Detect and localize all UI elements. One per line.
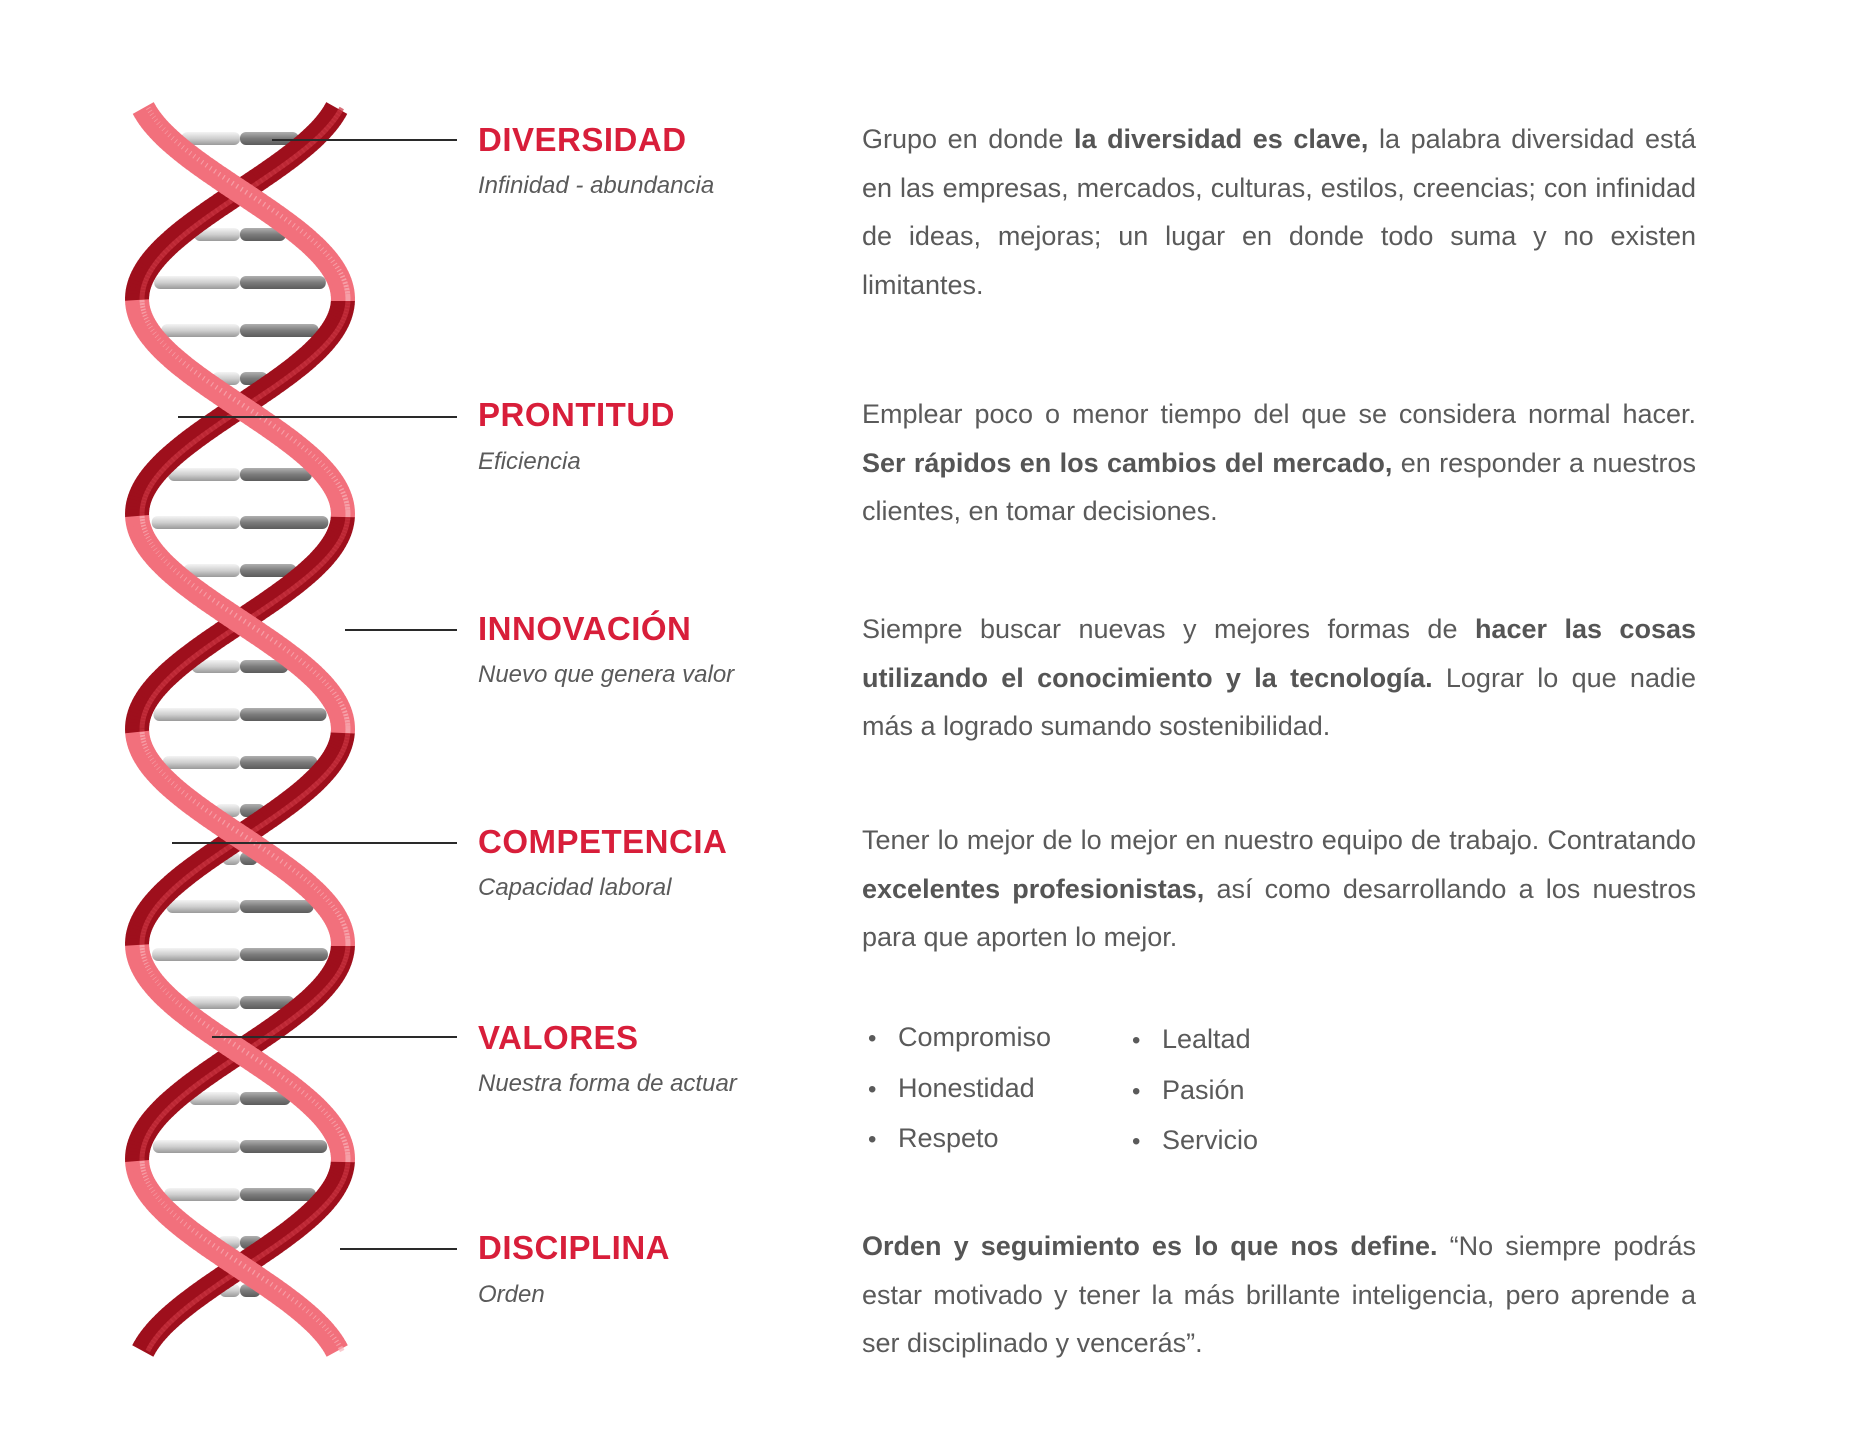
bullet-dot-icon: •	[868, 1126, 877, 1154]
values-list-item	[868, 1064, 1051, 1115]
helix-rung-segment	[240, 708, 327, 721]
body-text: en responder a nuestros clientes, en tomar decisiones.	[862, 447, 1696, 527]
emphasis-text: Ser rápidos en los cambios del mercado,	[862, 447, 1393, 478]
helix-rung-segment	[240, 276, 326, 289]
section-title-valores: VALORES	[478, 1019, 639, 1056]
values-list-item	[1132, 1066, 1258, 1117]
helix-rung-segment	[240, 516, 328, 529]
emphasis-text: la diversidad es clave,	[1073, 124, 1369, 154]
section-subtitle-prontitud: Eficiencia	[478, 448, 581, 475]
body-text: Siempre buscar nuevas y mejores formas de	[862, 614, 1475, 644]
helix-rung-segment	[240, 1140, 327, 1153]
helix-rung-segment	[153, 708, 240, 721]
values-list-item	[868, 1013, 1051, 1064]
section-description-prontitud	[862, 390, 1696, 536]
body-text: “No siempre podrás estar motivado y tener la más brillante inteligencia, pero aprende a ser disciplinado y vencerás”.	[862, 1231, 1696, 1359]
section-subtitle-disciplina: Orden	[478, 1281, 545, 1308]
dna-helix-illustration	[0, 0, 360, 1380]
bullet-dot-icon: •	[1132, 1128, 1141, 1156]
helix-rung-segment	[240, 1188, 316, 1201]
connector-line-disciplina	[340, 1248, 457, 1250]
values-list-item-label: Respeto	[898, 1123, 999, 1154]
body-text: Lograr lo que nadie más a logrado sumando sostenibilidad.	[862, 662, 1696, 742]
helix-strand-highlight	[340, 1347, 342, 1351]
values-list-item-label: Servicio	[1162, 1125, 1259, 1156]
helix-strand-segment	[143, 1347, 145, 1351]
connector-line-prontitud	[178, 416, 457, 418]
connector-line-competencia	[172, 842, 457, 844]
helix-rungs	[152, 132, 329, 1297]
connector-line-diversidad	[272, 139, 457, 141]
helix-rung-segment	[153, 1140, 240, 1153]
body-text: Grupo en donde	[862, 124, 1074, 154]
values-list-item-label: Honestidad	[898, 1072, 1035, 1103]
connector-line-innovacion	[345, 629, 457, 631]
helix-rung-segment	[168, 468, 240, 481]
body-text: así como desarrollando a los nuestros para que aporten lo mejor.	[862, 873, 1696, 953]
bullet-dot-icon: •	[1132, 1077, 1141, 1105]
connector-line-valores	[212, 1036, 457, 1038]
helix-rung-segment	[164, 1188, 240, 1201]
values-list-item-label: Compromiso	[898, 1022, 1052, 1052]
section-description-innovacion	[862, 605, 1696, 751]
values-list-item	[1132, 1116, 1258, 1167]
values-list-left	[868, 1013, 1051, 1165]
section-title-innovacion: INNOVACIÓN	[478, 610, 692, 647]
values-list-item	[868, 1114, 1051, 1165]
helix-rung-segment	[240, 468, 312, 481]
bullet-dot-icon: •	[868, 1075, 877, 1103]
helix-rung-segment	[154, 276, 240, 289]
values-list-item-label: Pasión	[1162, 1074, 1245, 1105]
helix-rung-segment	[240, 900, 313, 913]
helix-rung-segment	[152, 948, 240, 961]
section-subtitle-innovacion: Nuevo que genera valor	[478, 661, 735, 688]
values-list-item-label: Lealtad	[1162, 1024, 1251, 1054]
helix-strand-front	[137, 108, 348, 1351]
helix-rung-segment	[163, 756, 240, 769]
helix-rung-segment	[240, 756, 317, 769]
section-description-competencia	[862, 816, 1696, 962]
section-description-diversidad	[862, 115, 1696, 309]
bullet-dot-icon: •	[1132, 1027, 1141, 1054]
helix-strand-highlight	[148, 1347, 150, 1351]
bullet-dot-icon: •	[868, 1025, 877, 1052]
values-list-item	[1132, 1015, 1258, 1066]
helix-strand-back	[137, 108, 348, 1351]
helix-rung-segment	[152, 516, 240, 529]
emphasis-text: hacer las cosas utilizando el conocimiento y la tecnología.	[862, 614, 1696, 693]
section-subtitle-competencia: Capacidad laboral	[478, 874, 672, 901]
section-description-disciplina	[862, 1222, 1696, 1368]
emphasis-text: excelentes profesionistas,	[862, 873, 1205, 904]
section-title-diversidad: DIVERSIDAD	[478, 121, 687, 158]
emphasis-text: Orden y seguimiento es lo que nos define.	[862, 1231, 1438, 1261]
section-title-prontitud: PRONTITUD	[478, 396, 675, 433]
body-text: Tener lo mejor de lo mejor en nuestro equipo de trabajo. Contratando	[862, 825, 1696, 855]
section-subtitle-valores: Nuestra forma de actuar	[478, 1070, 737, 1097]
helix-strand-segment	[335, 1347, 337, 1351]
helix-rung-segment	[240, 324, 319, 337]
section-title-disciplina: DISCIPLINA	[478, 1229, 671, 1266]
section-title-competencia: COMPETENCIA	[478, 823, 728, 860]
body-text: Emplear poco o menor tiempo del que se considera normal hacer.	[862, 399, 1696, 429]
body-text: la palabra diversidad está en las empresas, mercados, culturas, estilos, creencias; con infinidad de ideas, mejoras; un lugar en donde todo suma y no existen limitantes.	[862, 124, 1696, 300]
helix-rung-segment	[167, 900, 240, 913]
section-subtitle-diversidad: Infinidad - abundancia	[478, 172, 715, 199]
values-list-right	[1132, 1015, 1258, 1167]
helix-rung-segment	[240, 948, 328, 961]
helix-rung-segment	[161, 324, 240, 337]
